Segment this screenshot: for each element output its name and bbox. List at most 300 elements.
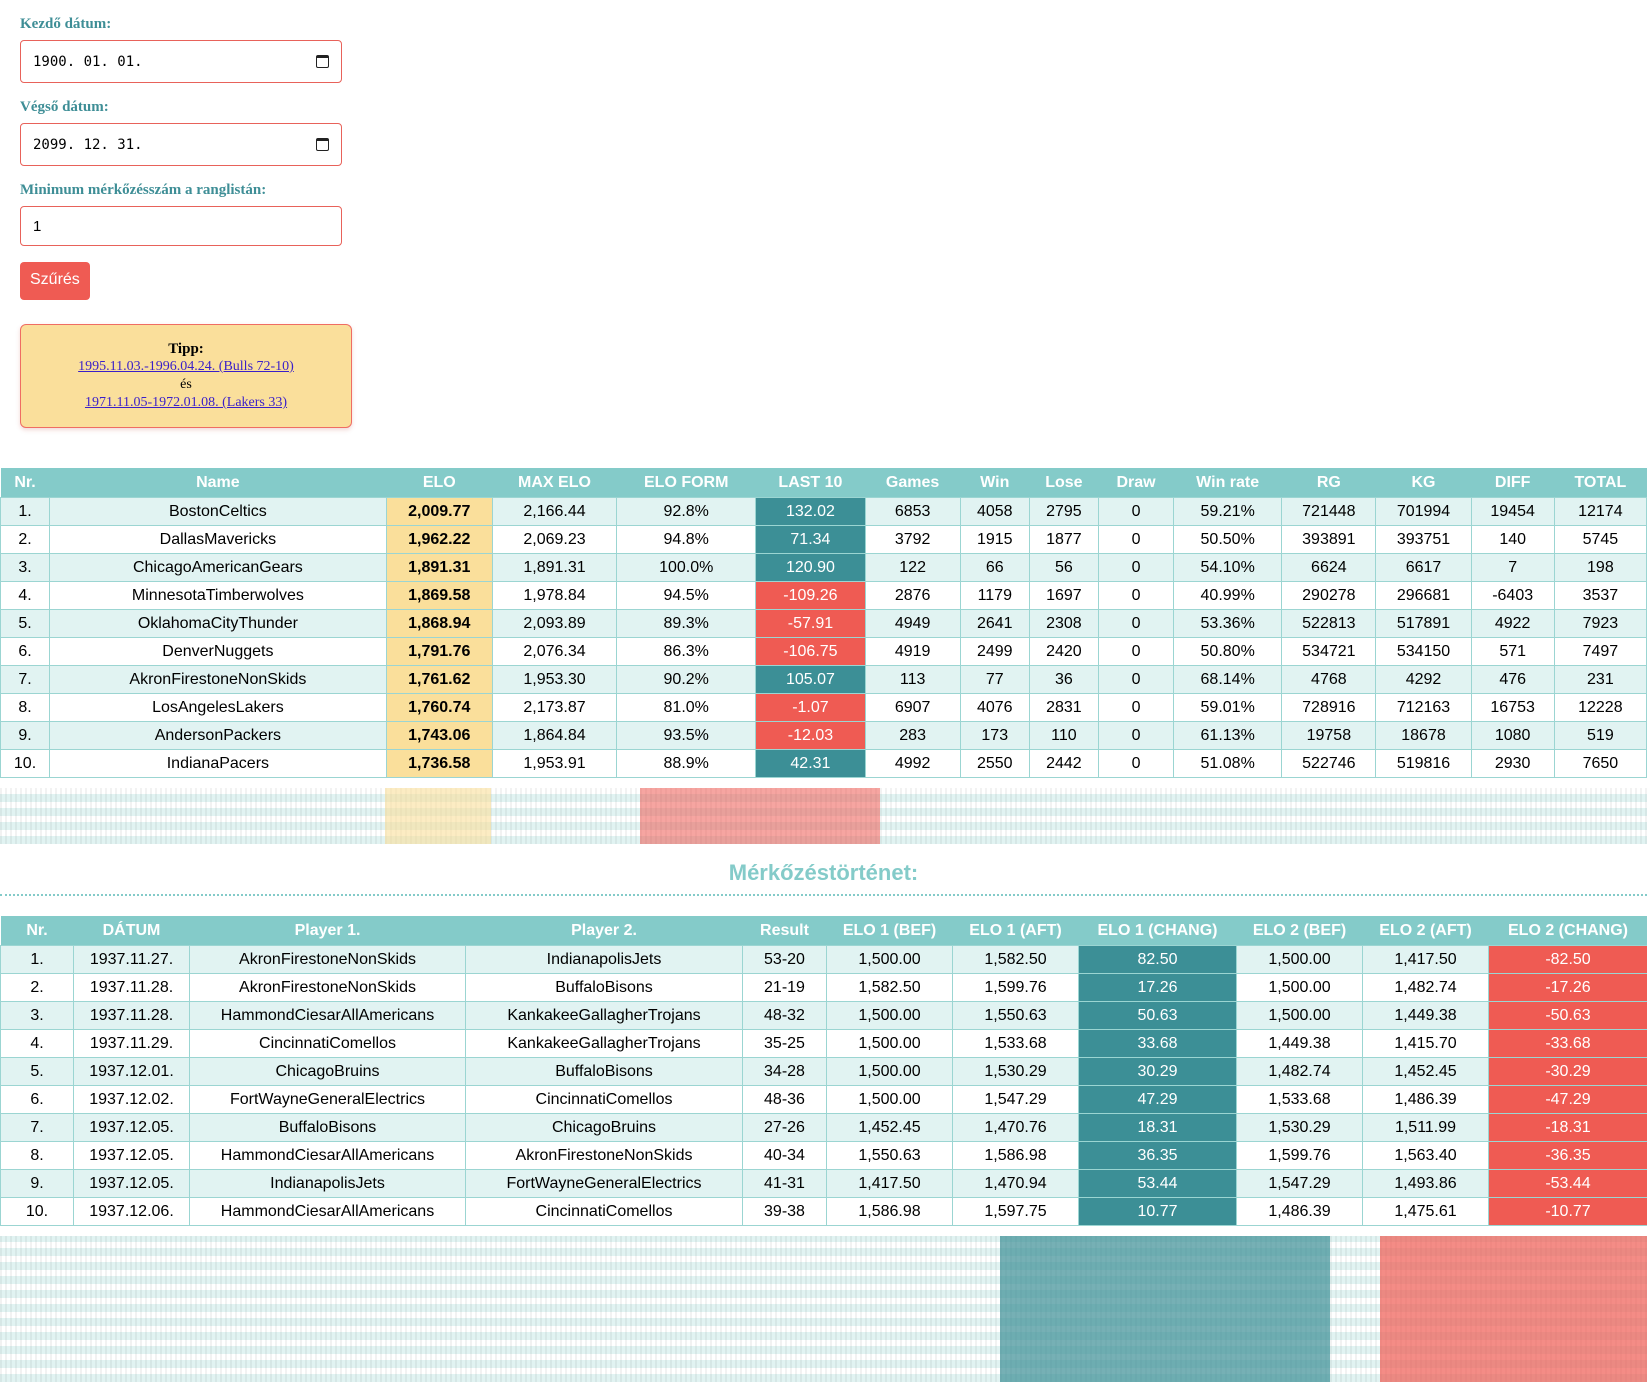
ranking-cell-elo: 1,962.22 [386,526,492,554]
ranking-cell-win: 2499 [960,638,1029,666]
ranking-cell-elo: 1,891.31 [386,554,492,582]
ranking-cell-lose: 1697 [1029,582,1098,610]
ranking-cell-lose: 2795 [1029,498,1098,526]
history-cell-elo-1-aft: 1,547.29 [953,1086,1079,1114]
history-cell-elo-2-aft: 1,511.99 [1363,1114,1489,1142]
history-cell-player-1: BuffaloBisons [190,1114,466,1142]
ranking-cell-win-rate: 59.01% [1174,694,1282,722]
history-cell-result: 53-20 [743,946,827,974]
tip-title: Tipp: [168,341,204,357]
end-date-input[interactable] [20,123,342,166]
ranking-cell-total: 3537 [1554,582,1646,610]
ranking-cell-draw: 0 [1098,694,1173,722]
history-cell-elo-2-aft: 1,486.39 [1363,1086,1489,1114]
history-cell-d-tum: 1937.12.05. [74,1142,190,1170]
ranking-cell-name: DenverNuggets [50,638,387,666]
history-cell-player-1: AkronFirestoneNonSkids [190,974,466,1002]
ranking-cell-total: 231 [1554,666,1646,694]
history-cell-elo-1-chang: 10.77 [1079,1198,1237,1226]
history-cell-nr: 7. [1,1114,74,1142]
ranking-cell-win: 173 [960,722,1029,750]
history-header-elo-2-aft[interactable]: ELO 2 (AFT) [1363,916,1489,946]
ranking-cell-diff: -6403 [1471,582,1554,610]
ranking-cell-win: 1915 [960,526,1029,554]
ranking-cell-win-rate: 59.21% [1174,498,1282,526]
ranking-cell-win: 4076 [960,694,1029,722]
ranking-cell-draw: 0 [1098,498,1173,526]
ranking-cell-max-elo: 2,166.44 [492,498,616,526]
history-cell-player-1: FortWayneGeneralElectrics [190,1086,466,1114]
ranking-cell-games: 113 [865,666,960,694]
ranking-cell-lose: 2420 [1029,638,1098,666]
ranking-cell-max-elo: 1,953.30 [492,666,616,694]
ranking-cell-rg: 522813 [1282,610,1376,638]
table-row [1,1170,1647,1198]
history-cell-elo-1-chang: 47.29 [1079,1086,1237,1114]
filter-form [20,14,362,300]
history-cell-elo-2-aft: 1,475.61 [1363,1198,1489,1226]
history-cell-result: 40-34 [743,1142,827,1170]
ranking-cell-max-elo: 2,076.34 [492,638,616,666]
history-cell-elo-1-aft: 1,470.94 [953,1170,1079,1198]
history-cell-elo-2-aft: 1,482.74 [1363,974,1489,1002]
table-row [1,1058,1647,1086]
ranking-cell-nr: 8. [1,694,50,722]
ranking-cell-diff: 16753 [1471,694,1554,722]
ranking-cell-last-10: -1.07 [756,694,865,722]
history-cell-d-tum: 1937.11.28. [74,1002,190,1030]
ranking-cell-kg: 6617 [1376,554,1471,582]
history-cell-player-2: ChicagoBruins [466,1114,743,1142]
ranking-header-win[interactable]: Win [960,468,1029,498]
ranking-cell-last-10: 71.34 [756,526,865,554]
history-cell-elo-2-chang: -50.63 [1489,1002,1647,1030]
start-date-label: Kezdő dátum: [20,16,112,32]
history-header-elo-2-bef[interactable]: ELO 2 (BEF) [1237,916,1363,946]
history-cell-elo-1-aft: 1,550.63 [953,1002,1079,1030]
history-cell-elo-1-bef: 1,417.50 [827,1170,953,1198]
ranking-cell-max-elo: 2,069.23 [492,526,616,554]
history-cell-player-2: BuffaloBisons [466,1058,743,1086]
ranking-cell-games: 6907 [865,694,960,722]
history-cell-elo-1-chang: 30.29 [1079,1058,1237,1086]
history-cell-elo-2-bef: 1,486.39 [1237,1198,1363,1226]
history-cell-elo-2-bef: 1,449.38 [1237,1030,1363,1058]
ranking-cell-draw: 0 [1098,610,1173,638]
ranking-cell-kg: 701994 [1376,498,1471,526]
ranking-cell-name: MinnesotaTimberwolves [50,582,387,610]
ranking-cell-kg: 517891 [1376,610,1471,638]
ranking-cell-kg: 712163 [1376,694,1471,722]
ranking-cell-diff: 571 [1471,638,1554,666]
history-cell-result: 27-26 [743,1114,827,1142]
history-cell-result: 41-31 [743,1170,827,1198]
history-cell-elo-1-chang: 18.31 [1079,1114,1237,1142]
table-row [1,554,1647,582]
history-cell-nr: 4. [1,1030,74,1058]
history-cell-elo-2-bef: 1,599.76 [1237,1142,1363,1170]
history-cell-elo-2-chang: -17.26 [1489,974,1647,1002]
history-cell-nr: 9. [1,1170,74,1198]
ranking-cell-nr: 2. [1,526,50,554]
ranking-cell-draw: 0 [1098,638,1173,666]
ranking-cell-diff: 140 [1471,526,1554,554]
history-cell-result: 21-19 [743,974,827,1002]
ranking-cell-rg: 393891 [1282,526,1376,554]
ranking-cell-games: 4949 [865,610,960,638]
history-cell-d-tum: 1937.12.02. [74,1086,190,1114]
ranking-cell-kg: 519816 [1376,750,1471,778]
ranking-header-nr[interactable]: Nr. [1,468,50,498]
ranking-cell-diff: 19454 [1471,498,1554,526]
history-header-elo-2-chang[interactable]: ELO 2 (CHANG) [1489,916,1647,946]
calendar-icon[interactable] [316,55,329,68]
history-cell-result: 48-32 [743,1002,827,1030]
history-cell-elo-2-aft: 1,493.86 [1363,1170,1489,1198]
ranking-cell-last-10: -109.26 [756,582,865,610]
history-cell-nr: 1. [1,946,74,974]
ranking-cell-win: 2641 [960,610,1029,638]
history-cell-elo-1-bef: 1,586.98 [827,1198,953,1226]
history-cell-elo-1-bef: 1,500.00 [827,1030,953,1058]
ranking-header-games[interactable]: Games [865,468,960,498]
ranking-cell-nr: 1. [1,498,50,526]
ranking-cell-nr: 7. [1,666,50,694]
ranking-cell-elo-form: 89.3% [617,610,756,638]
history-cell-player-2: IndianapolisJets [466,946,743,974]
history-cell-player-1: IndianapolisJets [190,1170,466,1198]
history-cell-elo-2-bef: 1,530.29 [1237,1114,1363,1142]
ranking-cell-last-10: -106.75 [756,638,865,666]
ranking-cell-win-rate: 61.13% [1174,722,1282,750]
ranking-header-win-rate[interactable]: Win rate [1174,468,1282,498]
table-row [1,638,1647,666]
history-header-player-1[interactable]: Player 1. [190,916,466,946]
table-row [1,666,1647,694]
history-cell-player-1: HammondCiesarAllAmericans [190,1002,466,1030]
history-cell-player-1: CincinnatiComellos [190,1030,466,1058]
history-cell-elo-1-chang: 17.26 [1079,974,1237,1002]
history-cell-elo-2-chang: -30.29 [1489,1058,1647,1086]
ranking-cell-rg: 4768 [1282,666,1376,694]
ranking-cell-nr: 4. [1,582,50,610]
history-cell-result: 35-25 [743,1030,827,1058]
ranking-cell-games: 2876 [865,582,960,610]
calendar-icon[interactable] [316,138,329,151]
ranking-cell-total: 5745 [1554,526,1646,554]
ranking-cell-games: 6853 [865,498,960,526]
history-cell-elo-1-chang: 50.63 [1079,1002,1237,1030]
history-header-elo-1-chang[interactable]: ELO 1 (CHANG) [1079,916,1237,946]
history-cell-result: 39-38 [743,1198,827,1226]
ranking-cell-elo-form: 86.3% [617,638,756,666]
ranking-cell-win-rate: 53.36% [1174,610,1282,638]
history-cell-nr: 5. [1,1058,74,1086]
ranking-cell-elo-form: 92.8% [617,498,756,526]
history-cell-elo-2-chang: -33.68 [1489,1030,1647,1058]
history-header-elo-1-aft[interactable]: ELO 1 (AFT) [953,916,1079,946]
history-cell-elo-1-aft: 1,470.76 [953,1114,1079,1142]
history-cell-elo-2-chang: -53.44 [1489,1170,1647,1198]
min-games-value: 1 [33,217,42,235]
end-date-value: 2099. 12. 31. [33,136,143,153]
ranking-cell-elo-form: 94.5% [617,582,756,610]
history-cell-elo-2-aft: 1,449.38 [1363,1002,1489,1030]
history-cell-nr: 10. [1,1198,74,1226]
history-cell-d-tum: 1937.12.01. [74,1058,190,1086]
ranking-cell-last-10: -12.03 [756,722,865,750]
ranking-header-kg[interactable]: KG [1376,468,1471,498]
filter-button[interactable]: Szűrés [20,262,90,300]
ranking-cell-name: OklahomaCityThunder [50,610,387,638]
ranking-cell-last-10: 132.02 [756,498,865,526]
match-history-heading: Mérkőzéstörténet: [728,860,919,885]
history-cell-elo-2-aft: 1,452.45 [1363,1058,1489,1086]
ranking-cell-rg: 522746 [1282,750,1376,778]
ranking-cell-last-10: 42.31 [756,750,865,778]
ranking-cell-elo-form: 90.2% [617,666,756,694]
ranking-cell-diff: 2930 [1471,750,1554,778]
history-cell-nr: 3. [1,1002,74,1030]
table-row [1,610,1647,638]
history-cell-elo-1-chang: 36.35 [1079,1142,1237,1170]
ranking-cell-rg: 728916 [1282,694,1376,722]
ranking-cell-name: AkronFirestoneNonSkids [50,666,387,694]
table-row [1,1114,1647,1142]
ranking-cell-total: 519 [1554,722,1646,750]
history-cell-d-tum: 1937.11.29. [74,1030,190,1058]
history-cell-player-2: FortWayneGeneralElectrics [466,1170,743,1198]
ranking-header-last-10[interactable]: LAST 10 [756,468,865,498]
history-cell-elo-2-bef: 1,500.00 [1237,974,1363,1002]
ranking-cell-nr: 3. [1,554,50,582]
history-cell-elo-1-bef: 1,500.00 [827,1086,953,1114]
history-cell-elo-2-chang: -82.50 [1489,946,1647,974]
ranking-cell-name: DallasMavericks [50,526,387,554]
history-cell-nr: 2. [1,974,74,1002]
end-date-label: Végső dátum: [20,99,109,115]
ranking-cell-total: 198 [1554,554,1646,582]
obscured-ranking-rows [0,788,1647,844]
tip-link-bulls[interactable]: 1995.11.03.-1996.04.24. (Bulls 72-10) [78,359,294,374]
history-header-nr[interactable]: Nr. [1,916,74,946]
tip-link-lakers[interactable]: 1971.11.05-1972.01.08. (Lakers 33) [84,395,288,410]
ranking-cell-lose: 2308 [1029,610,1098,638]
ranking-cell-diff: 476 [1471,666,1554,694]
table-row [1,750,1647,778]
table-row [1,1142,1647,1170]
history-cell-d-tum: 1937.12.06. [74,1198,190,1226]
ranking-cell-win-rate: 51.08% [1174,750,1282,778]
history-header-player-2[interactable]: Player 2. [466,916,743,946]
ranking-cell-rg: 19758 [1282,722,1376,750]
ranking-cell-rg: 290278 [1282,582,1376,610]
table-row [1,1030,1647,1058]
ranking-cell-elo: 2,009.77 [386,498,492,526]
history-header-elo-1-bef[interactable]: ELO 1 (BEF) [827,916,953,946]
history-cell-elo-2-chang: -18.31 [1489,1114,1647,1142]
ranking-cell-nr: 9. [1,722,50,750]
ranking-cell-win-rate: 40.99% [1174,582,1282,610]
ranking-cell-nr: 5. [1,610,50,638]
history-cell-elo-2-bef: 1,482.74 [1237,1058,1363,1086]
ranking-cell-elo-form: 100.0% [617,554,756,582]
ranking-cell-total: 7650 [1554,750,1646,778]
ranking-cell-last-10: 120.90 [756,554,865,582]
ranking-header-draw[interactable]: Draw [1098,468,1173,498]
ranking-cell-win-rate: 54.10% [1174,554,1282,582]
ranking-cell-elo-form: 93.5% [617,722,756,750]
history-cell-player-2: AkronFirestoneNonSkids [466,1142,743,1170]
history-cell-elo-1-aft: 1,597.75 [953,1198,1079,1226]
ranking-header-lose[interactable]: Lose [1029,468,1098,498]
ranking-cell-diff: 4922 [1471,610,1554,638]
ranking-table [0,468,1647,778]
ranking-cell-games: 122 [865,554,960,582]
history-cell-elo-1-bef: 1,582.50 [827,974,953,1002]
ranking-cell-nr: 10. [1,750,50,778]
ranking-cell-elo-form: 94.8% [617,526,756,554]
ranking-cell-elo: 1,736.58 [386,750,492,778]
ranking-cell-diff: 7 [1471,554,1554,582]
ranking-cell-rg: 534721 [1282,638,1376,666]
ranking-cell-lose: 1877 [1029,526,1098,554]
ranking-cell-win-rate: 50.80% [1174,638,1282,666]
history-cell-player-1: ChicagoBruins [190,1058,466,1086]
ranking-cell-name: BostonCeltics [50,498,387,526]
ranking-cell-kg: 296681 [1376,582,1471,610]
ranking-cell-last-10: 105.07 [756,666,865,694]
ranking-header-rg[interactable]: RG [1282,468,1376,498]
table-row [1,974,1647,1002]
ranking-cell-name: AndersonPackers [50,722,387,750]
start-date-input[interactable] [20,40,342,83]
table-row [1,946,1647,974]
ranking-cell-lose: 110 [1029,722,1098,750]
ranking-cell-draw: 0 [1098,554,1173,582]
ranking-header-total[interactable]: TOTAL [1554,468,1646,498]
match-history-table [0,916,1647,1226]
history-cell-elo-2-chang: -10.77 [1489,1198,1647,1226]
history-cell-elo-2-chang: -47.29 [1489,1086,1647,1114]
ranking-cell-diff: 1080 [1471,722,1554,750]
ranking-cell-elo-form: 81.0% [617,694,756,722]
ranking-cell-total: 12174 [1554,498,1646,526]
tip-box [20,324,352,428]
ranking-header-diff[interactable]: DIFF [1471,468,1554,498]
ranking-cell-rg: 721448 [1282,498,1376,526]
history-cell-elo-2-bef: 1,500.00 [1237,1002,1363,1030]
ranking-cell-draw: 0 [1098,526,1173,554]
table-row [1,1002,1647,1030]
history-cell-nr: 6. [1,1086,74,1114]
ranking-cell-total: 12228 [1554,694,1646,722]
history-cell-elo-1-aft: 1,586.98 [953,1142,1079,1170]
ranking-cell-games: 4919 [865,638,960,666]
ranking-cell-max-elo: 1,864.84 [492,722,616,750]
table-row [1,1086,1647,1114]
dotted-divider [0,894,1647,896]
history-cell-nr: 8. [1,1142,74,1170]
ranking-header-max-elo[interactable]: MAX ELO [492,468,616,498]
start-date-value: 1900. 01. 01. [33,53,143,70]
history-cell-elo-1-bef: 1,452.45 [827,1114,953,1142]
ranking-cell-nr: 6. [1,638,50,666]
history-cell-d-tum: 1937.12.05. [74,1170,190,1198]
ranking-cell-max-elo: 2,093.89 [492,610,616,638]
table-row [1,722,1647,750]
ranking-header-name[interactable]: Name [50,468,387,498]
history-cell-d-tum: 1937.11.28. [74,974,190,1002]
ranking-cell-max-elo: 1,978.84 [492,582,616,610]
ranking-cell-lose: 2442 [1029,750,1098,778]
ranking-cell-elo: 1,743.06 [386,722,492,750]
history-cell-player-1: HammondCiesarAllAmericans [190,1142,466,1170]
history-cell-elo-1-bef: 1,550.63 [827,1142,953,1170]
history-cell-elo-2-bef: 1,533.68 [1237,1086,1363,1114]
history-cell-result: 34-28 [743,1058,827,1086]
ranking-cell-win: 66 [960,554,1029,582]
ranking-cell-draw: 0 [1098,666,1173,694]
history-cell-elo-1-aft: 1,599.76 [953,974,1079,1002]
ranking-cell-games: 4992 [865,750,960,778]
history-cell-player-2: CincinnatiComellos [466,1086,743,1114]
ranking-cell-name: LosAngelesLakers [50,694,387,722]
ranking-cell-draw: 0 [1098,750,1173,778]
ranking-header-elo-form[interactable]: ELO FORM [617,468,756,498]
ranking-cell-rg: 6624 [1282,554,1376,582]
min-games-label: Minimum mérkőzésszám a ranglistán: [20,182,267,198]
history-cell-player-2: BuffaloBisons [466,974,743,1002]
min-games-input[interactable] [20,206,342,246]
ranking-cell-win-rate: 50.50% [1174,526,1282,554]
history-cell-elo-2-aft: 1,417.50 [1363,946,1489,974]
ranking-cell-lose: 36 [1029,666,1098,694]
history-cell-elo-1-bef: 1,500.00 [827,1002,953,1030]
ranking-header-elo[interactable]: ELO [386,468,492,498]
ranking-cell-elo: 1,791.76 [386,638,492,666]
history-cell-elo-2-bef: 1,500.00 [1237,946,1363,974]
ranking-cell-max-elo: 2,173.87 [492,694,616,722]
ranking-cell-kg: 18678 [1376,722,1471,750]
ranking-cell-elo: 1,761.62 [386,666,492,694]
history-header-result[interactable]: Result [743,916,827,946]
history-cell-elo-1-chang: 33.68 [1079,1030,1237,1058]
history-cell-player-2: CincinnatiComellos [466,1198,743,1226]
ranking-cell-games: 283 [865,722,960,750]
history-cell-d-tum: 1937.12.05. [74,1114,190,1142]
ranking-cell-total: 7923 [1554,610,1646,638]
history-cell-elo-1-bef: 1,500.00 [827,1058,953,1086]
history-cell-player-1: HammondCiesarAllAmericans [190,1198,466,1226]
history-cell-elo-1-bef: 1,500.00 [827,946,953,974]
ranking-cell-win-rate: 68.14% [1174,666,1282,694]
table-row [1,498,1647,526]
ranking-cell-win: 4058 [960,498,1029,526]
ranking-cell-max-elo: 1,891.31 [492,554,616,582]
history-cell-d-tum: 1937.11.27. [74,946,190,974]
tip-and: és [180,377,192,392]
history-cell-elo-1-aft: 1,582.50 [953,946,1079,974]
history-cell-elo-1-aft: 1,533.68 [953,1030,1079,1058]
ranking-cell-last-10: -57.91 [756,610,865,638]
history-header-d-tum[interactable]: DÁTUM [74,916,190,946]
ranking-cell-win: 77 [960,666,1029,694]
ranking-cell-draw: 0 [1098,582,1173,610]
ranking-cell-lose: 56 [1029,554,1098,582]
history-cell-elo-1-aft: 1,530.29 [953,1058,1079,1086]
history-cell-elo-2-aft: 1,563.40 [1363,1142,1489,1170]
